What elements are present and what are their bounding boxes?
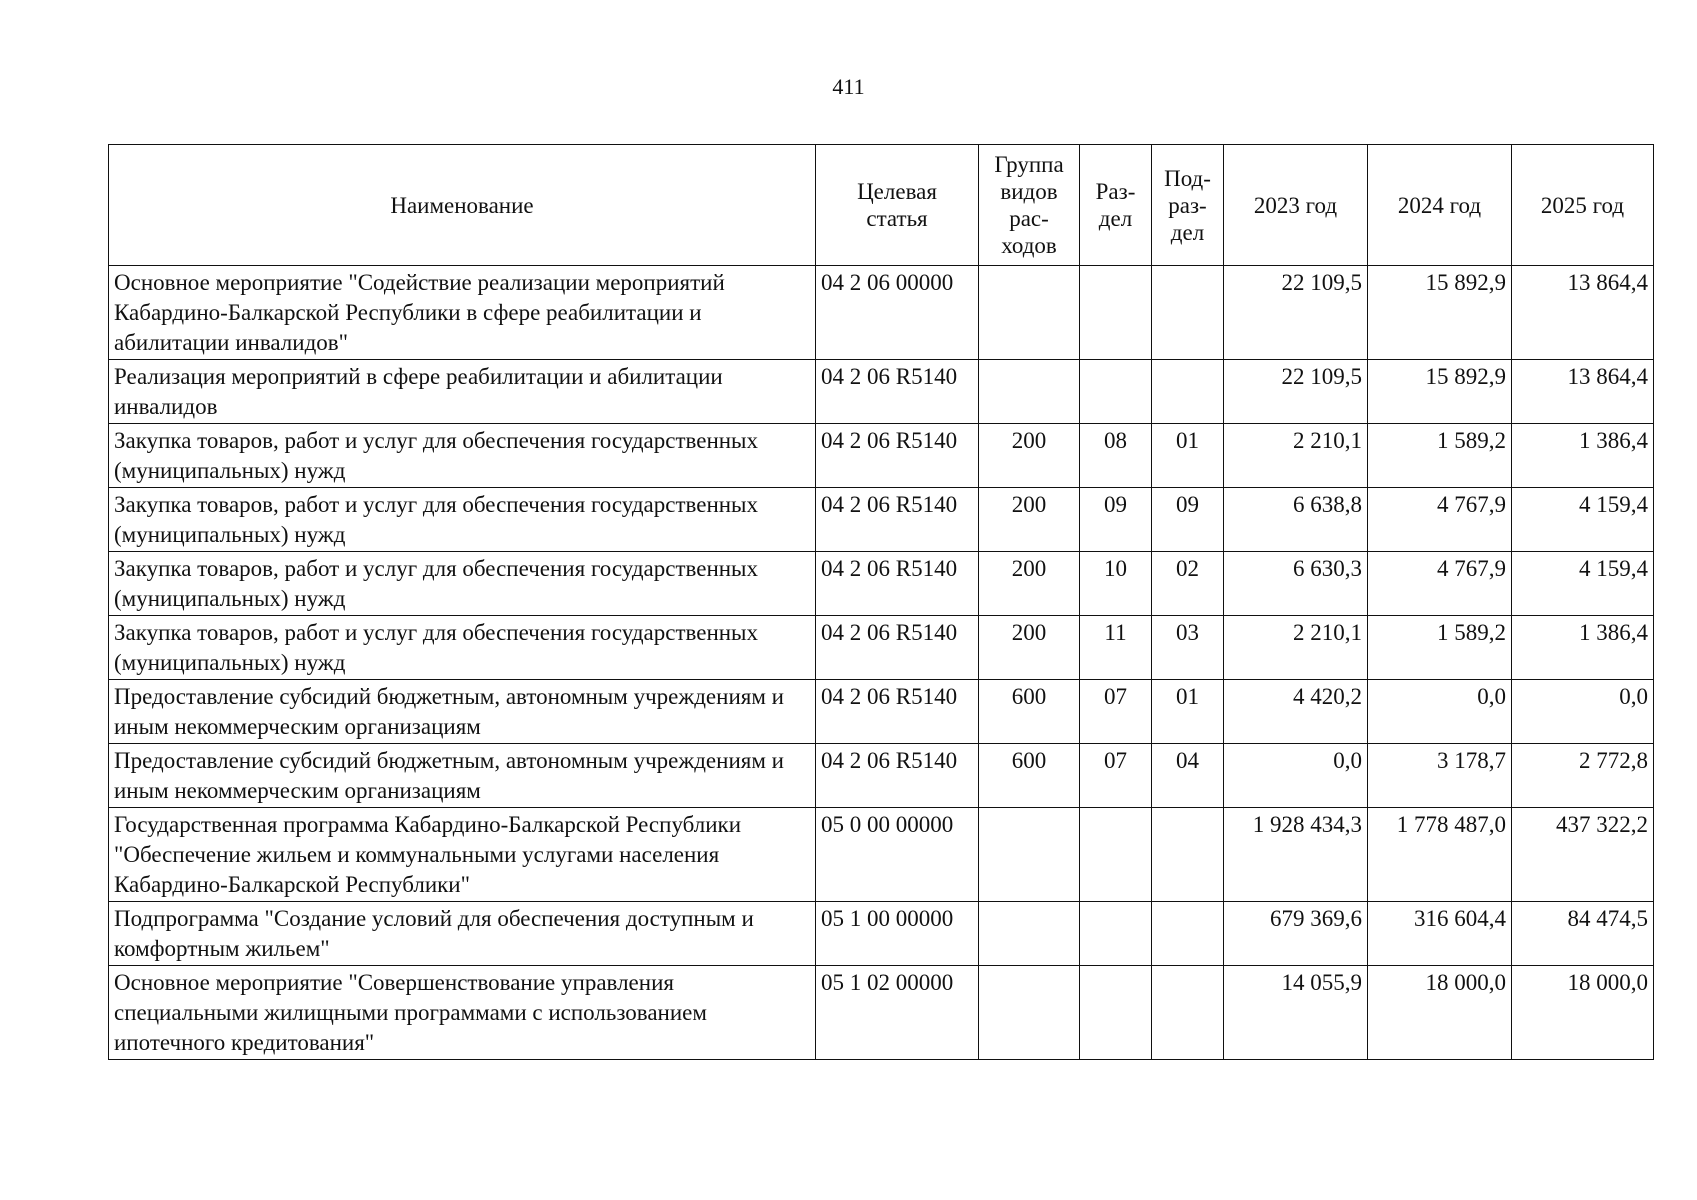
cell-2024: 316 604,4 bbox=[1368, 902, 1512, 966]
cell-section bbox=[1080, 902, 1152, 966]
cell-subsection: 09 bbox=[1152, 488, 1224, 552]
table-row bbox=[109, 616, 1654, 680]
cell-2025: 84 474,5 bbox=[1512, 902, 1654, 966]
table-row bbox=[109, 966, 1654, 1060]
table-row bbox=[109, 808, 1654, 902]
cell-subsection bbox=[1152, 966, 1224, 1060]
cell-subsection: 01 bbox=[1152, 424, 1224, 488]
cell-subsection: 04 bbox=[1152, 744, 1224, 808]
cell-2023: 6 630,3 bbox=[1224, 552, 1368, 616]
cell-2023: 679 369,6 bbox=[1224, 902, 1368, 966]
cell-expense-group: 200 bbox=[979, 616, 1080, 680]
cell-name: Закупка товаров, работ и услуг для обеспечения государственных (муниципальных) нужд bbox=[109, 488, 816, 552]
cell-2023: 1 928 434,3 bbox=[1224, 808, 1368, 902]
cell-2025: 18 000,0 bbox=[1512, 966, 1654, 1060]
cell-expense-group: 600 bbox=[979, 680, 1080, 744]
table-row bbox=[109, 744, 1654, 808]
cell-target-article: 04 2 06 00000 bbox=[816, 266, 979, 360]
cell-subsection bbox=[1152, 266, 1224, 360]
cell-2025: 1 386,4 bbox=[1512, 616, 1654, 680]
cell-section: 08 bbox=[1080, 424, 1152, 488]
cell-2024: 0,0 bbox=[1368, 680, 1512, 744]
cell-target-article: 04 2 06 R5140 bbox=[816, 744, 979, 808]
cell-section bbox=[1080, 266, 1152, 360]
cell-target-article: 05 0 00 00000 bbox=[816, 808, 979, 902]
cell-section: 10 bbox=[1080, 552, 1152, 616]
cell-name: Предоставление субсидий бюджетным, автономным учреждениям и иным некоммерческим организациям bbox=[109, 680, 816, 744]
cell-name: Основное мероприятие "Содействие реализации мероприятий Кабардино-Балкарской Республики в сфере реабилитации и абилитации инвалидов" bbox=[109, 266, 816, 360]
cell-2024: 4 767,9 bbox=[1368, 488, 1512, 552]
cell-name: Реализация мероприятий в сфере реабилитации и абилитации инвалидов bbox=[109, 360, 816, 424]
cell-expense-group bbox=[979, 902, 1080, 966]
table-header-row bbox=[109, 145, 1654, 266]
cell-2023: 4 420,2 bbox=[1224, 680, 1368, 744]
cell-expense-group bbox=[979, 808, 1080, 902]
cell-2025: 1 386,4 bbox=[1512, 424, 1654, 488]
cell-name: Предоставление субсидий бюджетным, автономным учреждениям и иным некоммерческим организациям bbox=[109, 744, 816, 808]
page-number: 411 bbox=[832, 74, 865, 99]
cell-name: Закупка товаров, работ и услуг для обеспечения государственных (муниципальных) нужд bbox=[109, 616, 816, 680]
table-row bbox=[109, 488, 1654, 552]
cell-target-article: 04 2 06 R5140 bbox=[816, 616, 979, 680]
cell-section: 11 bbox=[1080, 616, 1152, 680]
header-name: Наименование bbox=[109, 145, 816, 266]
cell-section bbox=[1080, 808, 1152, 902]
cell-2025: 13 864,4 bbox=[1512, 266, 1654, 360]
cell-subsection bbox=[1152, 360, 1224, 424]
table-row bbox=[109, 266, 1654, 360]
cell-name: Государственная программа Кабардино-Балкарской Республики "Обеспечение жильем и коммунальными услугами населения Кабардино-Балкарской Республики" bbox=[109, 808, 816, 902]
cell-2024: 1 589,2 bbox=[1368, 616, 1512, 680]
cell-section bbox=[1080, 966, 1152, 1060]
cell-target-article: 04 2 06 R5140 bbox=[816, 360, 979, 424]
cell-2025: 13 864,4 bbox=[1512, 360, 1654, 424]
header-year-2025: 2025 год bbox=[1512, 145, 1654, 266]
cell-expense-group bbox=[979, 266, 1080, 360]
table-row bbox=[109, 680, 1654, 744]
cell-2023: 0,0 bbox=[1224, 744, 1368, 808]
cell-expense-group: 200 bbox=[979, 552, 1080, 616]
cell-name: Закупка товаров, работ и услуг для обеспечения государственных (муниципальных) нужд bbox=[109, 424, 816, 488]
cell-2025: 2 772,8 bbox=[1512, 744, 1654, 808]
cell-2024: 15 892,9 bbox=[1368, 266, 1512, 360]
cell-expense-group bbox=[979, 966, 1080, 1060]
table-row bbox=[109, 902, 1654, 966]
table-row bbox=[109, 360, 1654, 424]
cell-subsection: 01 bbox=[1152, 680, 1224, 744]
cell-2023: 22 109,5 bbox=[1224, 360, 1368, 424]
cell-name: Основное мероприятие "Совершенствование управления специальными жилищными программами с использованием ипотечного кредитования" bbox=[109, 966, 816, 1060]
cell-2024: 15 892,9 bbox=[1368, 360, 1512, 424]
cell-name: Подпрограмма "Создание условий для обеспечения доступным и комфортным жильем" bbox=[109, 902, 816, 966]
cell-2023: 14 055,9 bbox=[1224, 966, 1368, 1060]
header-section: Раз- дел bbox=[1080, 145, 1152, 266]
cell-subsection bbox=[1152, 902, 1224, 966]
cell-target-article: 05 1 02 00000 bbox=[816, 966, 979, 1060]
cell-name: Закупка товаров, работ и услуг для обеспечения государственных (муниципальных) нужд bbox=[109, 552, 816, 616]
cell-target-article: 04 2 06 R5140 bbox=[816, 552, 979, 616]
cell-target-article: 04 2 06 R5140 bbox=[816, 488, 979, 552]
cell-2023: 2 210,1 bbox=[1224, 424, 1368, 488]
header-year-2024: 2024 год bbox=[1368, 145, 1512, 266]
cell-2025: 437 322,2 bbox=[1512, 808, 1654, 902]
cell-section: 07 bbox=[1080, 680, 1152, 744]
header-target-article: Целевая статья bbox=[816, 145, 979, 266]
cell-2023: 6 638,8 bbox=[1224, 488, 1368, 552]
budget-table bbox=[108, 144, 1654, 1060]
header-year-2023: 2023 год bbox=[1224, 145, 1368, 266]
table-row bbox=[109, 424, 1654, 488]
cell-expense-group bbox=[979, 360, 1080, 424]
cell-section: 09 bbox=[1080, 488, 1152, 552]
header-subsection: Под- раз- дел bbox=[1152, 145, 1224, 266]
cell-expense-group: 600 bbox=[979, 744, 1080, 808]
cell-section bbox=[1080, 360, 1152, 424]
cell-2025: 4 159,4 bbox=[1512, 552, 1654, 616]
cell-2024: 18 000,0 bbox=[1368, 966, 1512, 1060]
cell-2024: 1 589,2 bbox=[1368, 424, 1512, 488]
cell-subsection bbox=[1152, 808, 1224, 902]
cell-subsection: 03 bbox=[1152, 616, 1224, 680]
cell-target-article: 04 2 06 R5140 bbox=[816, 680, 979, 744]
cell-expense-group: 200 bbox=[979, 424, 1080, 488]
cell-2025: 4 159,4 bbox=[1512, 488, 1654, 552]
cell-section: 07 bbox=[1080, 744, 1152, 808]
cell-2024: 1 778 487,0 bbox=[1368, 808, 1512, 902]
cell-2024: 4 767,9 bbox=[1368, 552, 1512, 616]
cell-target-article: 04 2 06 R5140 bbox=[816, 424, 979, 488]
cell-target-article: 05 1 00 00000 bbox=[816, 902, 979, 966]
cell-2023: 22 109,5 bbox=[1224, 266, 1368, 360]
table-row bbox=[109, 552, 1654, 616]
cell-2025: 0,0 bbox=[1512, 680, 1654, 744]
cell-2024: 3 178,7 bbox=[1368, 744, 1512, 808]
cell-subsection: 02 bbox=[1152, 552, 1224, 616]
cell-expense-group: 200 bbox=[979, 488, 1080, 552]
cell-2023: 2 210,1 bbox=[1224, 616, 1368, 680]
header-expense-group: Группа видов рас- ходов bbox=[979, 145, 1080, 266]
